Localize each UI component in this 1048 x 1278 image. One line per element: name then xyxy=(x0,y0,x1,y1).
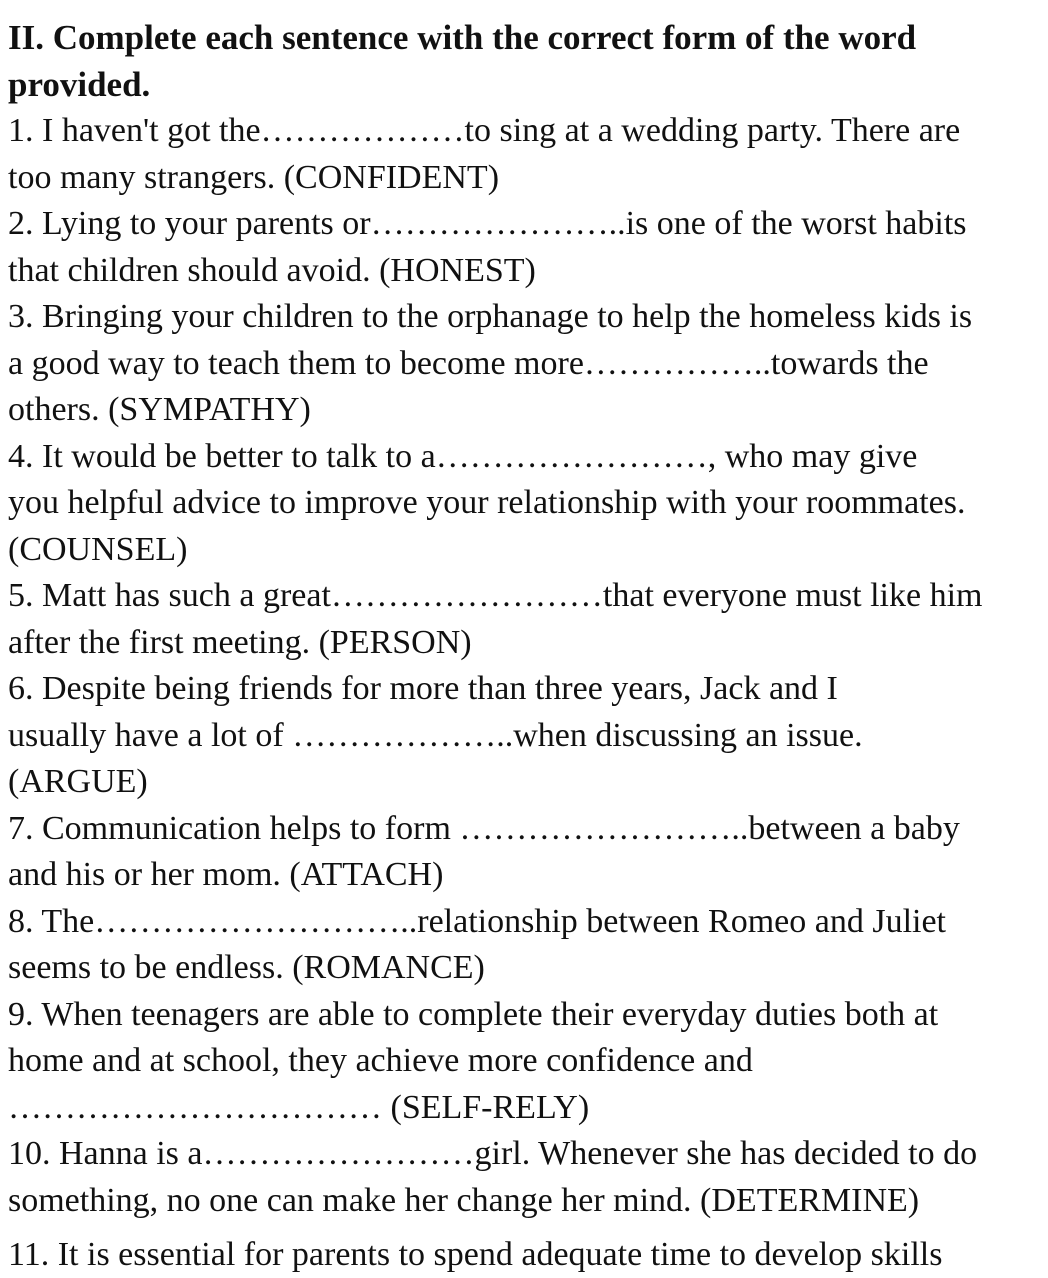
question-line: 8. The………………………..relationship between Romeo and Juliet xyxy=(8,902,947,940)
heading-line-2: provided. xyxy=(8,65,151,104)
question-line: 2. Lying to your parents or…………………..is one of the worst habits xyxy=(8,205,967,242)
question-10 xyxy=(8,1131,1048,1224)
question-line: 7. Communication helps to form ……………………..between a baby xyxy=(8,809,960,847)
question-line: 3. Bringing your children to the orphanage to help the homeless kids is xyxy=(8,298,973,335)
question-line: 10. Hanna is a……………………girl. Whenever she has decided to do xyxy=(8,1135,978,1172)
question-line: usually have a lot of ………………..when discussing an issue. xyxy=(8,716,863,754)
question-7 xyxy=(8,806,1048,899)
question-line: (ARGUE) xyxy=(8,763,148,800)
cutoff-line: 11. It is essential for parents to spend adequate time to develop skills xyxy=(8,1236,943,1273)
question-line: seems to be endless. (ROMANCE) xyxy=(8,949,485,986)
question-line: 1. I haven't got the………………to sing at a wedding party. There are xyxy=(8,112,961,149)
question-line: and his or her mom. (ATTACH) xyxy=(8,856,444,893)
question-8 xyxy=(8,899,1048,992)
question-4 xyxy=(8,434,1048,574)
question-line: after the first meeting. (PERSON) xyxy=(8,623,472,661)
question-line: …………………………… (SELF-RELY) xyxy=(8,1088,590,1126)
question-line: 5. Matt has such a great……………………that everyone must like him xyxy=(8,577,983,614)
question-line: (COUNSEL) xyxy=(8,530,188,568)
question-line: 9. When teenagers are able to complete their everyday duties both at xyxy=(8,995,939,1033)
question-6 xyxy=(8,666,1048,806)
question-11-cutoff xyxy=(8,1232,1018,1273)
worksheet xyxy=(8,14,1048,1224)
question-line: others. (SYMPATHY) xyxy=(8,391,311,428)
question-2 xyxy=(8,201,1048,294)
question-line: too many strangers. (CONFIDENT) xyxy=(8,158,500,196)
question-line: that children should avoid. (HONEST) xyxy=(8,251,536,289)
question-line: 6. Despite being friends for more than three years, Jack and I xyxy=(8,670,838,707)
question-line: you helpful advice to improve your relationship with your roommates. xyxy=(8,484,966,521)
question-line: home and at school, they achieve more confidence and xyxy=(8,1042,753,1079)
question-line: a good way to teach them to become more……………..towards the xyxy=(8,344,929,382)
question-line: something, no one can make her change her mind. (DETERMINE) xyxy=(8,1181,920,1219)
question-line: 4. It would be better to talk to a……………………, who may give xyxy=(8,437,918,475)
exercise-heading xyxy=(8,14,1048,108)
question-5 xyxy=(8,573,1048,666)
heading-line-1: II. Complete each sentence with the correct form of the word xyxy=(8,18,917,57)
question-1 xyxy=(8,108,1048,201)
question-3 xyxy=(8,294,1048,434)
question-9 xyxy=(8,992,1048,1132)
